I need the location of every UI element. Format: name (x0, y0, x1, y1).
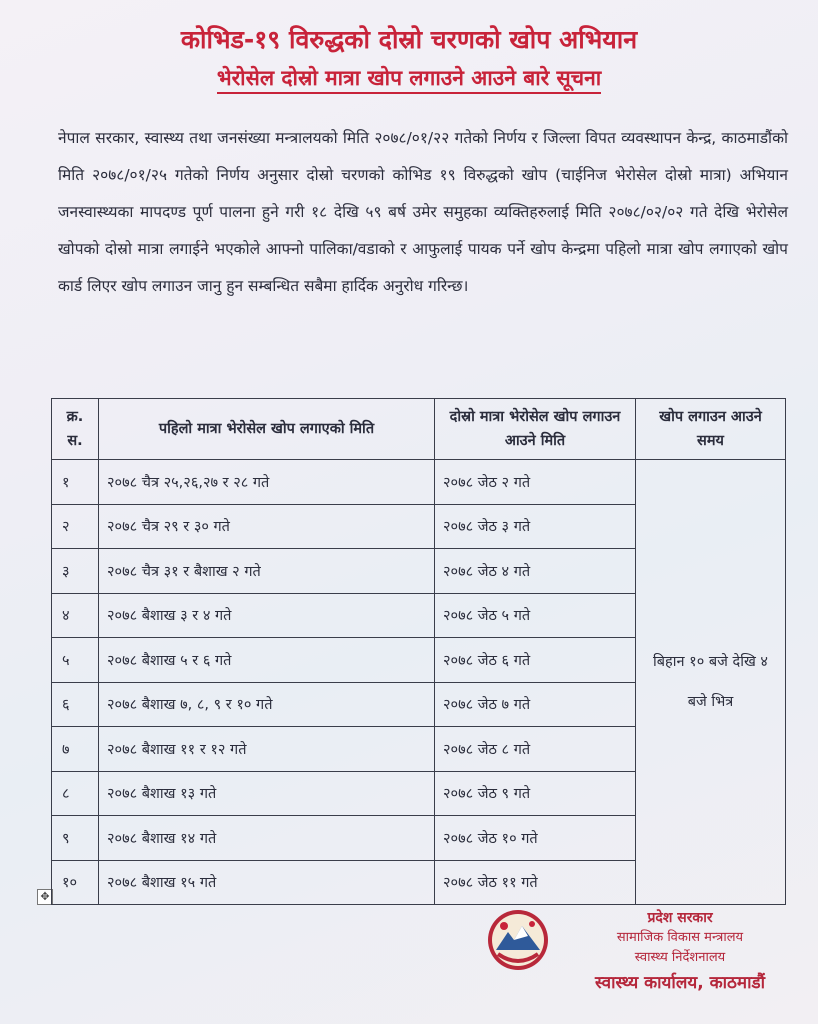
row-second-dose: २०७८ जेठ ५ गते (435, 593, 636, 638)
table-header-row (52, 399, 786, 460)
row-sn: ८ (52, 771, 99, 816)
row-second-dose: २०७८ जेठ ९ गते (435, 771, 636, 816)
notice-subtitle-text: भेरोसेल दोस्रो मात्रा खोप लगाउने आउने बारे सूचना (217, 66, 601, 94)
header-second-dose: दोस्रो मात्रा भेरोसेल खोप लगाउन आउने मिति (435, 399, 636, 460)
row-sn: ३ (52, 549, 99, 594)
row-sn: ६ (52, 682, 99, 727)
header-first-dose: पहिलो मात्रा भेरोसेल खोप लगाएको मिति (99, 399, 435, 460)
row-first-dose: २०७८ बैशाख १४ गते (99, 816, 435, 861)
row-first-dose: २०७८ बैशाख ७, ८, ९ र १० गते (99, 682, 435, 727)
row-sn: १ (52, 460, 99, 505)
schedule-table (51, 398, 786, 905)
notice-body: नेपाल सरकार, स्वास्थ्य तथा जनसंख्या मन्त्रालयको मिति २०७८/०१/२२ गतेको निर्णय र जिल्ला विपत व्यवस्थापन केन्द्र, काठमाडौंको मिति २०७८/०१/२५ गतेको निर्णय अनुसार दोस्रो चरणको कोभिड १९ विरुद्धको खोप (चाईनिज भेरोसेल दोस्रो मात्रा) अभियान जनस्वास्थ्यका मापदण्ड पूर्ण पालना हुने गरी १८ देखि ५९ बर्ष उमेर समुहका व्यक्तिहरुलाई मिति २०७८/०२/०२ गते देखि भेरोसेल खोपको दोस्रो मात्रा लगाईने भएकोले आफ्नो पालिका/वडाको र आफुलाई पायक पर्ने खोप केन्द्रमा पहिलो मात्रा खोप लगाएको खोप कार्ड लिएर खोप लगाउन जानु हुन सम्बन्धित सबैमा हार्दिक अनुरोध गरिन्छ। (58, 129, 788, 295)
issuer-line-1: प्रदेश सरकार (647, 910, 713, 926)
row-first-dose: २०७८ चैत्र २५,२६,२७ र २८ गते (99, 460, 435, 505)
vaccination-time: बिहान १० बजे देखि ४ बजे भित्र (636, 460, 786, 905)
issuer-line-4: स्वास्थ्य कार्यालय, काठमाडौं (595, 973, 765, 993)
row-sn: ७ (52, 727, 99, 772)
row-first-dose: २०७८ बैशाख ३ र ४ गते (99, 593, 435, 638)
issuer-line-2: सामाजिक विकास मन्त्रालय (616, 930, 744, 945)
row-sn: १० (52, 860, 99, 905)
row-second-dose: २०७८ जेठ ११ गते (435, 860, 636, 905)
row-second-dose: २०७८ जेठ २ गते (435, 460, 636, 505)
row-second-dose: २०७८ जेठ ७ गते (435, 682, 636, 727)
row-first-dose: २०७८ बैशाख १३ गते (99, 771, 435, 816)
table-row (52, 460, 786, 505)
notice-title: कोभिड-१९ विरुद्धको दोस्रो चरणको खोप अभियान (180, 25, 638, 54)
row-first-dose: २०७८ चैत्र २९ र ३० गते (99, 504, 435, 549)
row-first-dose: २०७८ चैत्र ३१ र बैशाख २ गते (99, 549, 435, 594)
row-first-dose: २०७८ बैशाख १५ गते (99, 860, 435, 905)
nepal-emblem-icon (484, 906, 552, 974)
move-icon[interactable]: ✥ (37, 889, 53, 905)
issuer-line-3: स्वास्थ्य निर्देशनालय (634, 950, 726, 965)
row-second-dose: २०७८ जेठ १० गते (435, 816, 636, 861)
row-second-dose: २०७८ जेठ ६ गते (435, 638, 636, 683)
row-second-dose: २०७८ जेठ ४ गते (435, 549, 636, 594)
row-sn: ९ (52, 816, 99, 861)
row-first-dose: २०७८ बैशाख ५ र ६ गते (99, 638, 435, 683)
row-sn: ४ (52, 593, 99, 638)
row-first-dose: २०७८ बैशाख ११ र १२ गते (99, 727, 435, 772)
row-sn: २ (52, 504, 99, 549)
notice-subtitle (0, 64, 818, 92)
header-sn: क्र. स. (52, 399, 99, 460)
row-second-dose: २०७८ जेठ ८ गते (435, 727, 636, 772)
row-second-dose: २०७८ जेठ ३ गते (435, 504, 636, 549)
row-sn: ५ (52, 638, 99, 683)
issuer-block (560, 908, 800, 998)
header-time: खोप लगाउन आउने समय (636, 399, 786, 460)
